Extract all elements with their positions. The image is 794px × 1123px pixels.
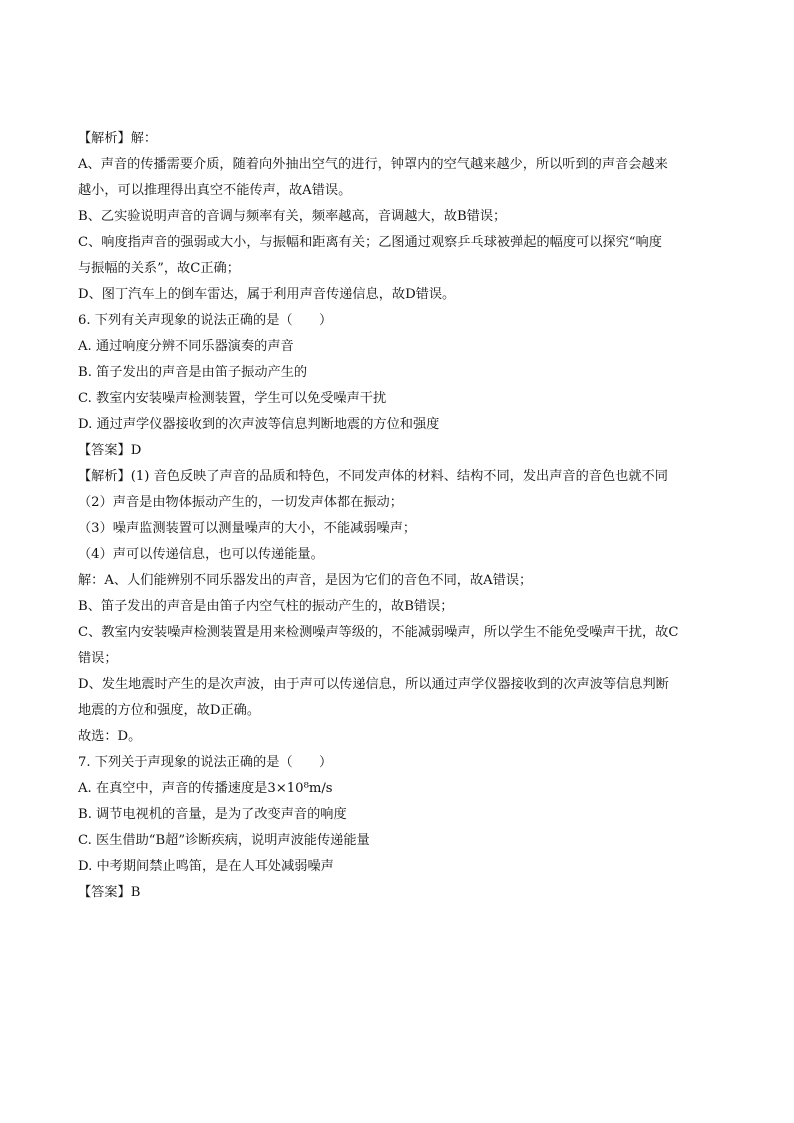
question-6-solution-a: 解：A、人们能辨别不同乐器发出的声音，是因为它们的音色不同，故A错误； [78,573,533,588]
document-content [78,128,718,908]
question-6-solution-d-line-1: D、发生地震时产生的是次声波，由于声可以传递信息，所以通过声学仪器接收到的次声波等信息判断 [78,677,669,692]
question-6-option-d: D. 通过声学仪器接收到的次声波等信息判断地震的方位和强度 [78,417,440,432]
question-6-analysis-point-3: （3）噪声监测装置可以测量噪声的大小，不能减弱噪声； [78,521,417,536]
question-6-option-c: C. 教室内安装噪声检测装置，学生可以免受噪声干扰 [78,391,387,406]
question-6-analysis-point-2: （2）声音是由物体振动产生的，一切发声体都在振动； [78,495,403,510]
question-6-analysis-point-4: （4）声可以传递信息，也可以传递能量。 [78,547,324,562]
analysis-heading: 【解析】解： [78,131,158,146]
question-6-answer: 【答案】D [78,443,142,458]
question-6-option-a: A. 通过响度分辨不同乐器演奏的声音 [78,339,294,354]
question-6-solution-b: B、笛子发出的声音是由笛子内空气柱的振动产生的，故B错误； [78,599,454,614]
analysis-option-a-line-2: 越小，可以推理得出真空不能传声，故A错误。 [78,183,352,198]
question-7-answer: 【答案】B [78,885,141,900]
question-7-option-c: C. 医生借助“B超”诊断疾病，说明声波能传递能量 [78,833,370,848]
question-7-stem: 7. 下列关于声现象的说法正确的是（ ） [78,755,333,770]
analysis-option-d: D、图丁汽车上的倒车雷达，属于利用声音传递信息，故D错误。 [78,287,456,302]
analysis-option-c-line-1: C、响度指声音的强弱或大小，与振幅和距离有关；乙图通过观察乒乓球被弹起的幅度可以探究“响度 [78,235,662,250]
question-6-option-b: B. 笛子发出的声音是由笛子振动产生的 [78,365,308,380]
question-6-solution-c-line-1: C、教室内安装噪声检测装置是用来检测噪声等级的，不能减弱噪声，所以学生不能免受噪声干扰，故C [78,625,679,640]
question-6-solution-d-line-2: 地震的方位和强度，故D正确。 [78,703,261,718]
question-7-option-b: B. 调节电视机的音量，是为了改变声音的响度 [78,807,347,822]
analysis-option-a-line-1: A、声音的传播需要介质，随着向外抽出空气的进行，钟罩内的空气越来越少，所以听到的声音会越来 [78,157,668,172]
question-6-stem: 6. 下列有关声现象的说法正确的是（ ） [78,313,333,328]
question-6-choice: 故选：D。 [78,729,142,744]
question-7-option-d: D. 中考期间禁止鸣笛，是在人耳处减弱噪声 [78,859,334,874]
question-6-analysis-point-1: 【解析】(1) 音色反映了声音的品质和特色，不同发声体的材料、结构不同，发出声音的音色也就不同 [78,469,668,484]
analysis-option-c-line-2: 与振幅的关系”，故C正确； [78,261,240,276]
question-7-option-a: A. 在真空中，声音的传播速度是3×10⁸m/s [78,781,333,796]
question-6-solution-c-line-2: 错误； [78,651,118,666]
analysis-option-b: B、乙实验说明声音的音调与频率有关，频率越高，音调越大，故B错误； [78,209,507,224]
